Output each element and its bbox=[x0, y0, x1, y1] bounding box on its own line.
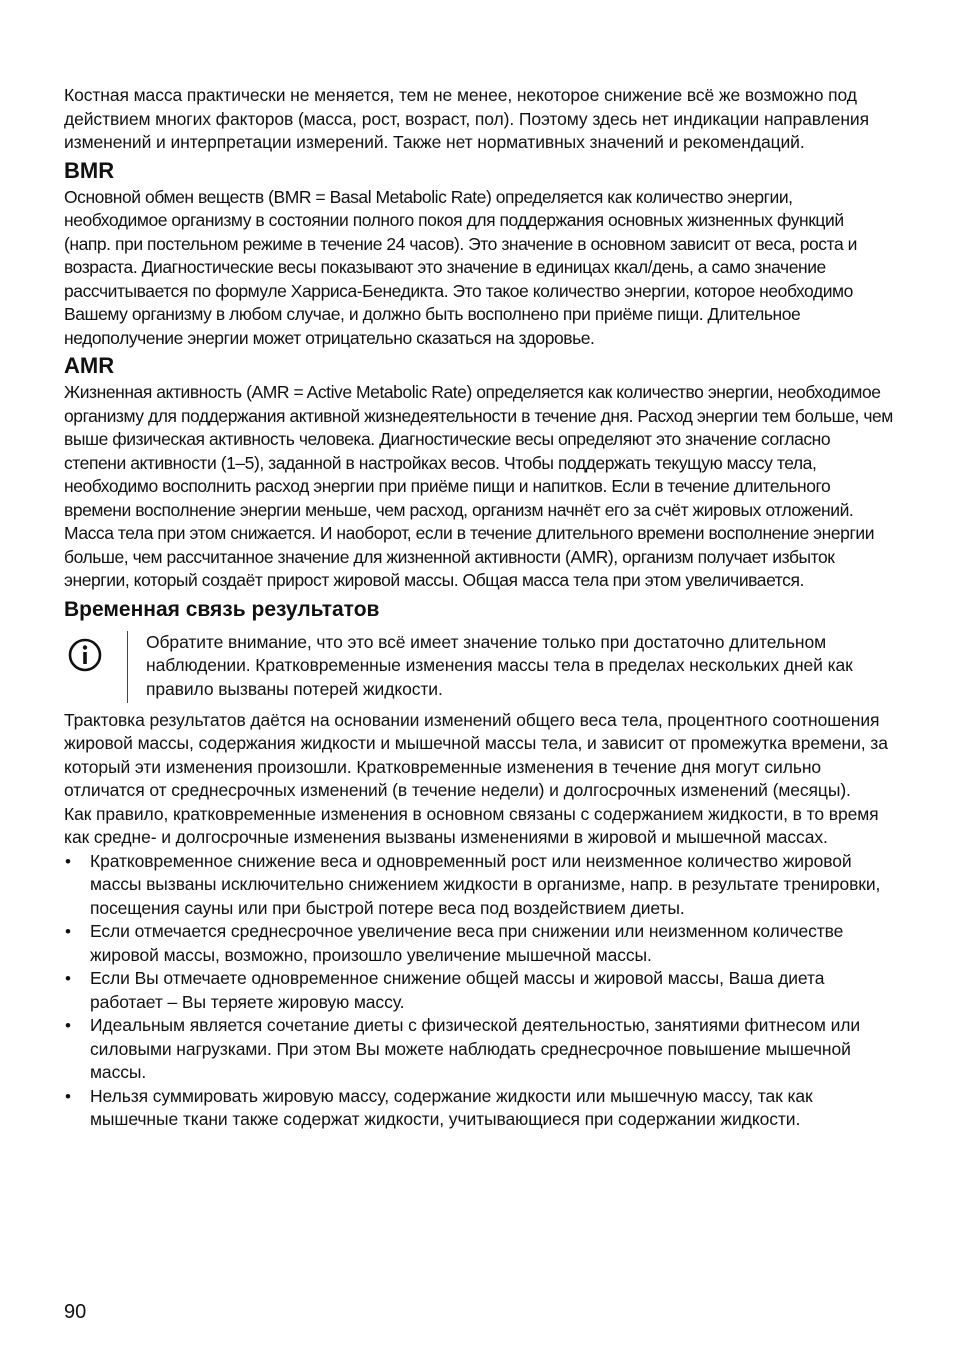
list-item: • Если Вы отмечаете одновременное снижение общей массы и жировой массы, Ваша диета работает – Вы теряете жировую массу. bbox=[64, 967, 894, 1014]
bmr-paragraph: Основной обмен веществ (BMR = Basal Metabolic Rate) определяется как количество энергии, необходимое организму в состоянии полного покоя для поддержания основных жизненных функций (напр. при постельном режиме в течение 24 часов). Это значение в основном зависит от веса, роста и возраста. Диагностические весы показывают это значение в единицах ккал/день, а само значение рассчитывается по формуле Харриса-Бенедикта. Это такое количество энергии, которое необходимо Вашему организму в любом случае, и должно быть восполнено при приёме пищи. Длительное недополучение энергии может отрицательно сказаться на здоровье. bbox=[64, 186, 857, 348]
intro-paragraph: Костная масса практически не меняется, тем не менее, некоторое снижение всё же возможно под действием многих факторов (масса, рост, возраст, пол). Поэтому здесь нет индикации направления изменений и интерпретации измерений. Также нет нормативных значений и рекомендаций. bbox=[64, 85, 869, 152]
info-note bbox=[64, 631, 894, 703]
page-content bbox=[64, 84, 894, 1132]
relation-paragraph-2: Как правило, кратковременные изменения в основном связаны с содержанием жидкости, в то время как средне- и долгосрочные изменения вызваны изменениями в жировой и мышечной массах. bbox=[64, 803, 879, 847]
list-item: • Нельзя суммировать жировую массу, содержание жидкости или мышечную массу, так как мышечные ткани также содержат жидкости, учитывающиеся при содержании жидкости. bbox=[64, 1085, 894, 1132]
amr-heading: AMR bbox=[64, 353, 115, 378]
info-icon bbox=[67, 637, 103, 673]
relation-bullet-list bbox=[64, 850, 894, 1132]
relation-paragraph-1: Трактовка результатов даётся на основании изменений общего веса тела, процентного соотношения жировой массы, содержания жидкости и мышечной массы тела, и зависит от промежутка времени, за который эти изменения произошли. Кратковременные изменения в течение дня могут сильно отличатся от среднесрочных изменений (в течение недели) и долгосрочных изменений (месяцы). bbox=[64, 709, 888, 800]
list-item: • Идеальным является сочетание диеты с физической деятельностью, занятиями фитнесом или силовыми нагрузками. При этом Вы можете наблюдать среднесрочное повышение мышечной массы. bbox=[64, 1014, 894, 1085]
list-item: • Кратковременное снижение веса и одновременный рост или неизменное количество жировой массы вызваны исключительно снижением жидкости в организме, напр. в результате тренировки, посещения сауны или при быстрой потере веса под воздействием диеты. bbox=[64, 850, 894, 921]
note-text: Обратите внимание, что это всё имеет значение только при достаточно длительном наблюдении. Кратковременные изменения массы тела в пределах нескольких дней как правило вызваны потерей жидкости. bbox=[146, 631, 853, 699]
note-divider bbox=[127, 631, 128, 703]
bmr-heading: BMR bbox=[64, 157, 115, 183]
relation-heading: Временная связь результатов bbox=[64, 597, 380, 621]
list-item: • Если отмечается среднесрочное увеличение веса при снижении или неизменном количестве жировой массы, возможно, произошло увеличение мышечной массы. bbox=[64, 920, 894, 967]
amr-paragraph: Жизненная активность (AMR = Active Metabolic Rate) определяется как количество энергии, необходимое организму для поддержания активной жизнедеятельности в течение дня. Расход энергии тем больше, чем выше физическая активность человека. Диагностические весы определяют это значение согласно степени активности (1–5), заданной в настройках весов. Чтобы поддержать текущую массу тела, необходимо восполнить расход энергии при приёме пищи и напитков. Если в течение длительного времени восполнение энергии меньше, чем расход, организм начнёт его за счёт жировых отложений. Масса тела при этом снижается. И наоборот, если в течение длительного времени восполнение энергии больше, чем рассчитанное значение для жизненной активности (AMR), организм получает избыток энергии, который создаёт прирост жировой массы. Общая масса тела при этом увеличивается. bbox=[64, 382, 893, 590]
page-number: 90 bbox=[64, 1301, 87, 1323]
